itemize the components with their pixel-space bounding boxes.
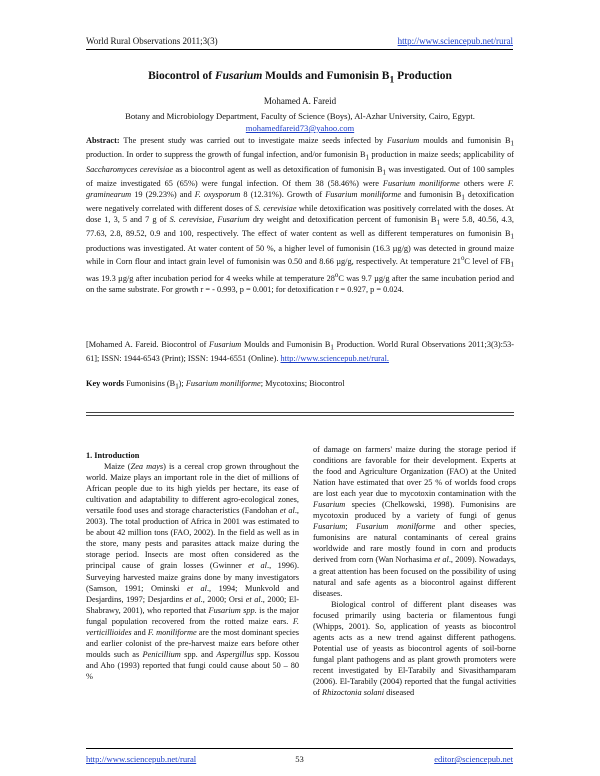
keywords-divider-top	[86, 412, 514, 413]
intro-paragraph-2: Biological control of different plant diseases was focused primarily using bacteria or filamentous fungi (Whipps, 2001). So, application of yeasts as biocontrol agents acts as a new trend against different pathogens. Potential use of yeasts as biocontrol agents of soil-borne fungal plant pathogens and as plant growth promoters were recent investigated by El-Tarabily and Sivasithamparam (2006). El-Tarabily (2004) reported that the fungal activities of Rhizoctonia solani diseased	[313, 599, 516, 698]
keywords-divider-bottom	[86, 415, 514, 416]
header-divider	[86, 49, 513, 50]
footer-divider	[86, 748, 513, 749]
citation-text: [Mohamed A. Fareid. Biocontrol of Fusarium Moulds and Fumonisin $B_1$ Production. World Rural Observations 2011;3(3):53-61]; ISSN: 1944-6543 (Print); ISSN: 1944-6551 (Online).	[86, 340, 515, 364]
abstract-body: The present study was carried out to investigate maize seeds infected by Fusarium moulds and fumonisin $B_1$ production. In order to suppress the growth of fungal infection, and/or fumonisin $B_1$ production in maize seeds; applicability of Saccharomyces cerevisiae as a biocontrol agent as well as detoxification of fumonisin $B_1$ was investigated. Out of 100 samples of maize investigated 65 (65%) were fungal infection. Of them 38 (58.46%) were Fusarium moniliforme others were F. graminearum 19 (29.23%) and F. oxysporum 8 (12.31%). Growth of Fusarium moniliforme and fumonisin $B_1$ detoxification were negatively correlated with different doses of S. cerevisiae while detoxification was positively correlated with the doses. At dose 1, 3, 5 and 7 g of S. cerevisiae, Fusarium dry weight and detoxification percent of fumonisin $B_1$ were 5.8, 40.56, 4.3, 77.63, 2.8, 89.52, 0.9 and 100, respectively. The effect of water content as well as different temperatures on fumonisin $B_1$ productions was investigated. At water content of 50 %, a higher level of fumonisin (16.3 µg/g) was detected in ground maize while in Corn flour and intact grain level of fumonisin was 0.50 and 8.66 µg/g, respectively. At temperature 21$^o$C level of $FB_1$ was 19.3 µg/g after incubation period for 4 weeks while at temperature 28$^o$C was 9.7 µg/g after the same incubation period and on the same substrate. For growth r = - 0.993, p = 0.001; for detoxification r = 0.927, p = 0.024.	[86, 136, 515, 294]
abstract	[86, 136, 514, 296]
page-number: 53	[295, 754, 304, 764]
keywords-list: Fumonisins $(B_1)$; Fusarium moniliforme; Mycotoxins; Biocontrol	[124, 379, 345, 391]
author-email-link[interactable]: mohamedfareid73@yahoo.com	[245, 123, 355, 133]
abstract-label: Abstract:	[86, 136, 120, 145]
running-header	[86, 36, 513, 50]
paper-title: Biocontrol of Fusarium Moulds and Fumonisin $B_1$ Production	[148, 70, 452, 86]
intro-paragraph-1: Maize (Zea mays) is a cereal crop grown throughout the world. Maize plays an important role in the diet of millions of African people due to its high yields per hectare, its ease of cultivation and adaptability to different agro-ecological zones, versatile food uses and storage characteristics (Fandohan et al., 2003). The total production of Africa in 2001 was estimated to be about 42 million tons (FAO, 2002). In the field as well as in the store, many pests and parasites attack maize during the storage period. Insects are most often considered as the principal cause of grain losses (Gwinner et al., 1996). Surveying harvested maize grains done by many investigators (Samson, 1991; Ominski et al., 1994; Munkvold and Desjardins, 1997; Desjardins et al., 2000; Orsi et al., 2000; El-Shabrawy, 2001), who reported that Fusarium spp. is the major fungal population recovered from the rotted maize ears. F. verticillioides and F. moniliforme are the most dominant species and earlier colonist of the pre-harvest maize ears before other moulds such as Penicillium spp. and Aspergillus spp. Kossou and Aho (1993) reported that fungi could cause about 50 – 80 %	[86, 462, 300, 681]
journal-name: World Rural Observations 2011;3(3)	[86, 36, 218, 46]
footer-email-link[interactable]: editor@sciencepub.net	[434, 754, 513, 764]
author-affiliation: Botany and Microbiology Department, Faculty of Science (Boys), Al-Azhar University, Cairo, Egypt.	[125, 111, 475, 121]
page-footer	[86, 754, 513, 766]
intro-paragraph-1-continued: of damage on farmers' maize during the storage period if conditions are favorable for their development. Experts at the food and Agriculture Organization (FAO) at the United Nation have estimated that over 25 % of worlds food crops are lost each year due to mycotoxin contamination with the Fusarium species (Chelkowski, 1998). Fumonisins are mycotoxin produced by a variety of fungi of genus Fusarium; Fusarium monilforme and other species, fumonisins are natural contaminants of cereal grains worldwide and rare mostly found in corn and products derived from corn (Wan Norhasima et al., 2009). Nowadays, a great attention has been focused on the possibility of using natural and safe agents as a biocontrol against different diseases.	[313, 445, 516, 598]
footer-url-link[interactable]: http://www.sciencepub.net/rural	[86, 754, 197, 764]
citation	[86, 340, 514, 365]
keywords-label: Key words	[86, 379, 125, 388]
section-heading-introduction: 1. Introduction	[86, 451, 140, 460]
journal-url-link[interactable]: http://www.sciencepub.net/rural	[397, 36, 513, 46]
author-name: Mohamed A. Fareid	[263, 96, 337, 106]
body-column-left	[86, 450, 299, 682]
body-column-right	[313, 444, 516, 698]
citation-url-link[interactable]: http://www.sciencepub.net/rural.	[280, 354, 389, 364]
keywords	[86, 379, 514, 391]
